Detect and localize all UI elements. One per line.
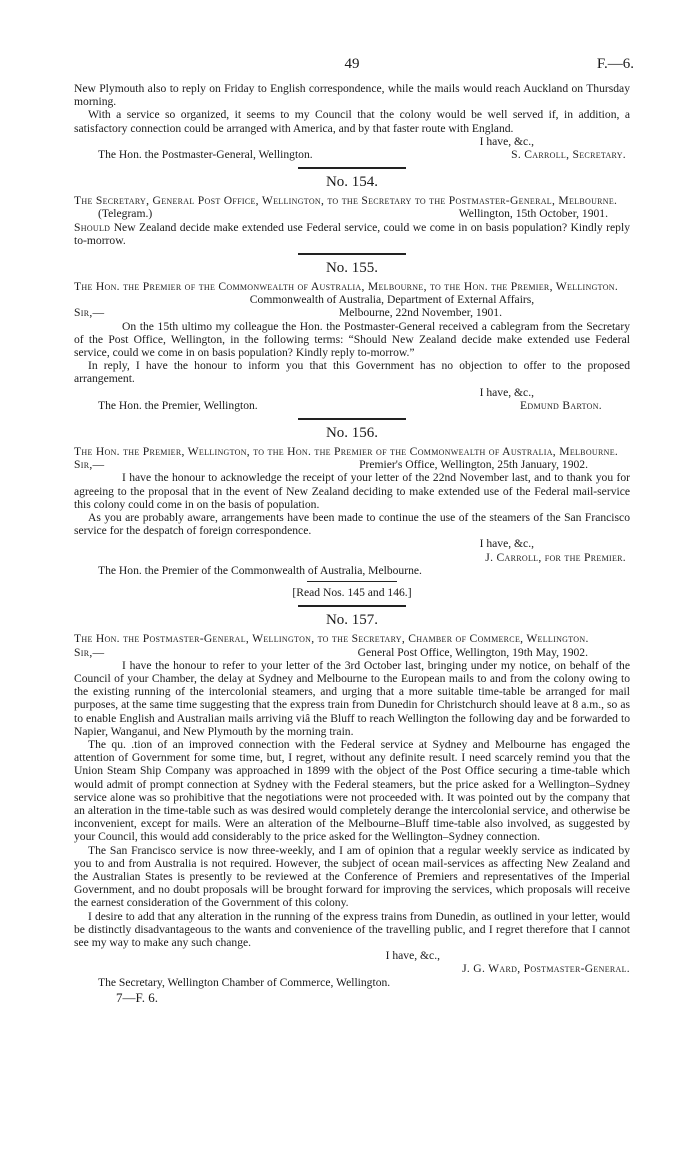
salutation: Sir,— <box>74 306 105 320</box>
document-page <box>74 56 634 1005</box>
addressee: The Hon. the Premier, Wellington. <box>98 398 258 412</box>
paper-reference: F.—6. <box>596 56 634 72</box>
signature: J. Carroll, for the Premier. <box>485 550 626 564</box>
page-header <box>74 56 634 82</box>
section-rule <box>298 605 406 607</box>
letter-route: The Hon. the Premier, Wellington, to the Hon. the Premier of the Commonwealth of Australia, Melbourne. <box>74 445 619 459</box>
section-rule <box>307 581 397 582</box>
salutation: Sir,— <box>74 458 105 472</box>
signature-mark: 7—F. 6. <box>116 989 158 1005</box>
place-date: Premier's Office, Wellington, 25th January, 1902. <box>359 458 588 472</box>
signature: Edmund Barton. <box>520 398 602 412</box>
letter-route: The Hon. the Postmaster-General, Wellington, to the Secretary, Chamber of Commerce, Wellington. <box>74 632 589 646</box>
body-lead: Should <box>74 220 111 234</box>
continued-paragraph: New Plymouth also to reply on Friday to English correspondence, while the mails would reach Auckland on Thursday morning. <box>74 82 630 109</box>
telegram-body: New Zealand decide make extended use Federal service, could we come in on basis population? Kindly reply to-morrow. <box>74 220 630 247</box>
telegram-label: (Telegram.) <box>98 207 153 221</box>
letter-paragraph: On the 15th ultimo my colleague the Hon. the Postmaster-General received a cablegram from the Secretary of the Post Office, Wellington, in the following terms: “Should New Zealand decide make extended use Federal service, could we come in on basis population? Kindly reply to-morrow.” <box>74 319 630 360</box>
closing: I have, &c., <box>479 385 534 399</box>
letter-number-157: No. 157. <box>325 612 379 629</box>
closing: I have, &c., <box>479 537 534 551</box>
letter-number-156: No. 156. <box>325 425 379 442</box>
letter-paragraph: As you are probably aware, arrangements have been made to continue the use of the steamers of the San Francisco service for the despatch of foreign correspondence. <box>74 511 630 538</box>
closing: I have, &c., <box>479 134 534 148</box>
letter-route: The Hon. the Premier of the Commonwealth of Australia, Melbourne, to the Hon. the Premier, Wellington. <box>74 280 619 294</box>
letter-paragraph: I have the honour to refer to your letter of the 3rd October last, bringing under my notice, on behalf of the Council of your Chamber, the delay at Sydney and Melbourne to the European mails to and from the colony owing to the existing running of the intercolonial steamers, and urging that a more suitable time-table be arranged for mail purposes, at the same time suggesting that the express train from Dunedin for Christchurch should leave at 8 a.m., so as to enable English and Australian mails arriving viâ the Bluff to reach Wellington the following day and be forwarded to Napier, Wanganui, and New Plymouth by the morning train. <box>74 658 630 738</box>
letter-route: The Secretary, General Post Office, Wellington, to the Secretary to the Postmaster-General, Melbourne. <box>74 194 618 208</box>
continued-paragraph-2: With a service so organized, it seems to my Council that the colony would be well served if, in addition, a satisfactory connection could be arranged with America, and by that faster route with England. <box>74 108 630 135</box>
signature: J. G. Ward, Postmaster-General. <box>462 962 630 976</box>
section-rule <box>298 253 406 255</box>
place-date: Melbourne, 22nd November, 1901. <box>338 306 502 320</box>
addressee: The Secretary, Wellington Chamber of Commerce, Wellington. <box>98 975 391 989</box>
page-number: 49 <box>344 56 360 72</box>
addressee: The Hon. the Postmaster-General, Wellington. <box>98 148 313 162</box>
letter-number-155: No. 155. <box>325 260 379 277</box>
place-date: Wellington, 15th October, 1901. <box>458 207 608 221</box>
letter-number-154: No. 154. <box>325 174 379 191</box>
closing: I have, &c., <box>385 949 440 963</box>
signature: S. Carroll, Secretary. <box>511 148 626 162</box>
place-date: General Post Office, Wellington, 19th May, 1902. <box>357 645 588 659</box>
letter-paragraph: I desire to add that any alteration in the running of the express trains from Dunedin, as outlined in your letter, would be distinctly disadvantageous to the wants and convenience of the travelling public, and I regret therefore that I cannot see my way to make any such change. <box>74 909 630 949</box>
letter-paragraph: The San Francisco service is now three-weekly, and I am of opinion that a regular weekly service as indicated by you to and from Australia is not required. However, the subject of ocean mail-services as affecting New Zealand and the Australian States is presently to be reviewed at the Conference of Premiers and representatives of the Imperial Government, and no doubt proposals will be brought forward for improving the services, which proposals will receive the earnest consideration of the Government of this colony. <box>74 843 630 910</box>
addressee: The Hon. the Premier of the Commonwealth of Australia, Melbourne. <box>98 563 422 577</box>
section-rule <box>298 418 406 420</box>
letter-paragraph: I have the honour to acknowledge the receipt of your letter of the 22nd November last, and to thank you for agreeing to the proposal that in the event of New Zealand deciding to make extended use of the Federal mail-service this colony could come in on the basis of population. <box>74 471 630 511</box>
letter-paragraph: The qu. .tion of an improved connection with the Federal service at Sydney and Melbourne has engaged the attention of Government for some time, but, I regret, without any definite result. I need scarcely remind you that the Union Steam Ship Company was approached in 1899 with the object of the Post Office securing a time-table which would admit of prompt connection at Sydney with the Federal steamers, but the price asked for a Wellington–Sydney service alone was so prohibitive that the negotiations were not proceeded with. It was pointed out by the company that an alteration in the time-table such as was desired would completely derange the intercolonial service, and otherwise be inconvenient, except for mails. Were an alteration of the Melbourne–Bluff time-table also involved, as suggested by your Council, this would add considerably to the price asked for the Wellington–Sydney connection. <box>74 737 630 844</box>
salutation: Sir,— <box>74 645 105 659</box>
letter-paragraph: In reply, I have the honour to inform you that this Government has no objection to offer to the proposed arrangement. <box>74 359 630 386</box>
department: Commonwealth of Australia, Department of External Affairs, <box>249 293 535 307</box>
section-rule <box>298 167 406 169</box>
reference-note: [Read Nos. 145 and 146.] <box>292 586 412 600</box>
